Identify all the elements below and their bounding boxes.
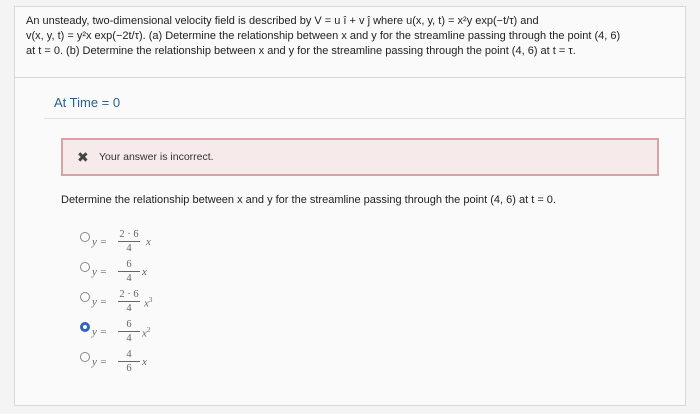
feedback-message: Your answer is incorrect. (99, 151, 214, 163)
variable: x (142, 266, 147, 278)
answer-option-3[interactable] (80, 288, 200, 316)
radio-button[interactable] (80, 232, 90, 242)
option-variable (144, 296, 152, 310)
numerator: 4 (126, 349, 132, 360)
close-icon: ✖ (77, 149, 89, 165)
option-lhs: y = (92, 236, 108, 248)
fraction (118, 319, 140, 344)
variable: x (146, 236, 151, 248)
answer-option-2[interactable] (80, 258, 200, 286)
option-variable (142, 326, 150, 340)
question-prompt: Determine the relationship between x and y for the streamline passing through the point (4, 6) at t = 0. (61, 194, 556, 206)
option-lhs: y = (92, 326, 108, 338)
answer-option-1[interactable] (80, 228, 200, 256)
exponent: 2 (146, 326, 151, 334)
fraction-bar (118, 301, 140, 302)
fraction (118, 229, 140, 254)
variable: x (142, 356, 147, 368)
option-lhs: y = (92, 356, 108, 368)
numerator: 2 · 6 (119, 289, 139, 300)
answer-option-4[interactable] (80, 318, 200, 346)
radio-button-selected[interactable] (80, 322, 90, 332)
denominator: 6 (126, 363, 132, 374)
question-container (14, 6, 686, 406)
variable: x (142, 327, 147, 340)
option-variable (142, 356, 147, 368)
numerator: 6 (126, 259, 132, 270)
radio-button[interactable] (80, 262, 90, 272)
radio-button[interactable] (80, 352, 90, 362)
numerator: 2 · 6 (119, 229, 139, 240)
problem-line-2: v(x, y, t) = y²x exp(−2t/τ). (a) Determine the relationship between x and y for the streamline passing through the point (4, 6) (26, 30, 621, 42)
fraction-bar (118, 361, 140, 362)
feedback-banner (61, 138, 659, 176)
section-title: At Time = 0 (54, 95, 121, 110)
fraction-bar (118, 271, 140, 272)
variable: x (144, 297, 149, 310)
option-lhs: y = (92, 296, 108, 308)
radio-button[interactable] (80, 292, 90, 302)
exponent: 3 (148, 296, 153, 304)
fraction-bar (118, 241, 140, 242)
denominator: 4 (126, 243, 132, 254)
divider (14, 77, 686, 78)
fraction (118, 259, 140, 284)
divider (44, 118, 686, 119)
option-variable (142, 266, 147, 278)
problem-line-3: at t = 0. (b) Determine the relationship between x and y for the streamline passing through the point (4, 6) at t = τ. (26, 45, 576, 57)
problem-line-1: An unsteady, two-dimensional velocity field is described by V = u î + v ĵ where u(x, y, t) = x²y exp(−t/τ) and (26, 15, 539, 27)
fraction (118, 289, 140, 314)
denominator: 4 (126, 303, 132, 314)
fraction (118, 349, 140, 374)
option-lhs: y = (92, 266, 108, 278)
answer-option-5[interactable] (80, 348, 200, 376)
fraction-bar (118, 331, 140, 332)
option-variable (146, 236, 151, 248)
numerator: 6 (126, 319, 132, 330)
problem-statement (26, 14, 686, 59)
denominator: 4 (126, 333, 132, 344)
denominator: 4 (126, 273, 132, 284)
